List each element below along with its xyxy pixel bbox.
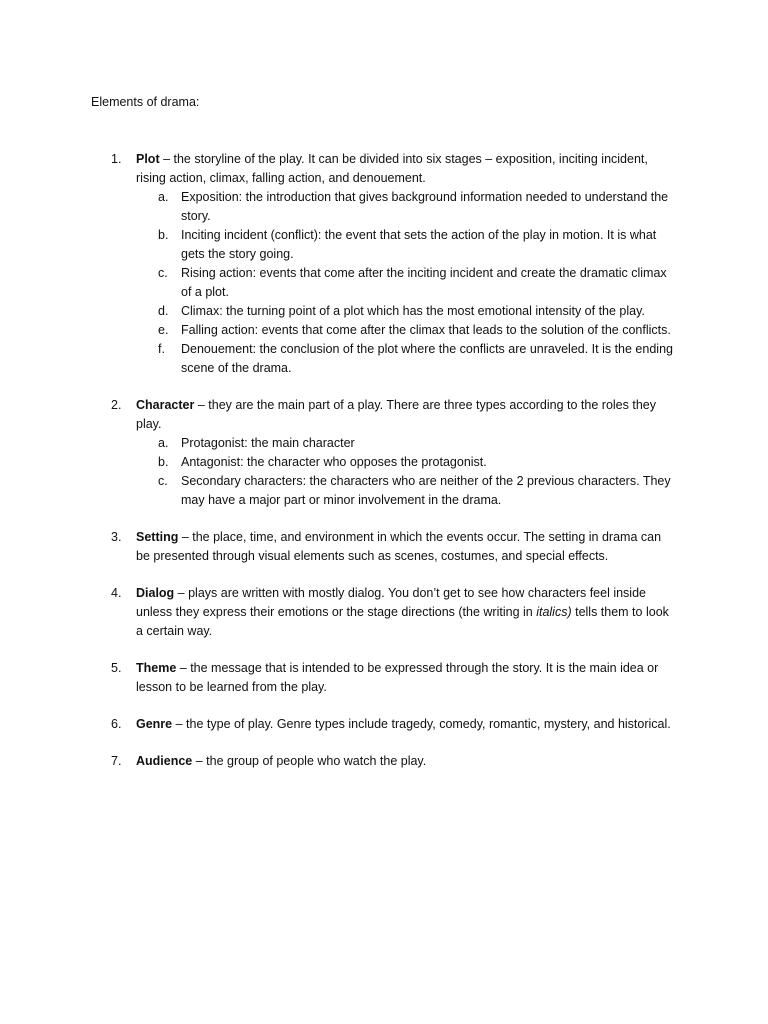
sub-item-letter: b. [158, 455, 169, 469]
sub-item-letter: a. [158, 190, 169, 204]
list-item-number: 1. [111, 152, 122, 166]
sub-item-letter: d. [158, 304, 169, 318]
list-item-text: – the storyline of the play. It can be divided into six stages – exposition, inciting incident, rising action, climax, falling action, and denouement. [136, 152, 648, 185]
sub-list [136, 434, 676, 510]
sub-list [136, 188, 676, 378]
sub-list-item [136, 434, 676, 453]
sub-list-item [136, 226, 676, 264]
list-item-plot [0, 150, 768, 378]
list-item-term: Character [136, 398, 195, 412]
sub-item-text: Climax: the turning point of a plot which has the most emotional intensity of the play. [181, 304, 645, 318]
list-item-number: 7. [111, 754, 122, 768]
sub-item-text: Inciting incident (conflict): the event that sets the action of the play in motion. It is what gets the story going. [181, 228, 657, 261]
sub-list-item [136, 453, 676, 472]
sub-item-text: Rising action: events that come after the inciting incident and create the dramatic climax of a plot. [181, 266, 667, 299]
list-item-number: 3. [111, 530, 122, 544]
list-item-text: – plays are written with mostly dialog. You don’t get to see how characters feel inside unless they express their emotions or the stage directions (the writing in [136, 586, 646, 619]
list-item-number: 2. [111, 398, 122, 412]
list-item-text: – the message that is intended to be expressed through the story. It is the main idea or lesson to be learned from the play. [136, 661, 659, 694]
sub-item-letter: e. [158, 323, 169, 337]
sub-item-letter: a. [158, 436, 169, 450]
list-item-number: 5. [111, 661, 122, 675]
list-item-term: Setting [136, 530, 179, 544]
list-item-character [0, 396, 768, 510]
sub-list-item [136, 188, 676, 226]
list-item-text: – the group of people who watch the play. [192, 754, 427, 768]
list-item-text-after: tells them to look a certain way. [136, 605, 669, 638]
sub-item-text: Exposition: the introduction that gives background information needed to understand the story. [181, 190, 669, 223]
list-item-text: – the type of play. Genre types include tragedy, comedy, romantic, mystery, and historical. [172, 717, 671, 731]
list-item-genre [0, 715, 768, 734]
sub-item-text: Protagonist: the main character [181, 436, 355, 450]
list-item-term: Audience [136, 754, 193, 768]
sub-list-item [136, 264, 676, 302]
list-item-theme [0, 659, 768, 697]
sub-item-text: Antagonist: the character who opposes the protagonist. [181, 455, 487, 469]
list-item-text: – they are the main part of a play. There are three types according to the roles they play. [136, 398, 656, 431]
list-item-term: Plot [136, 152, 160, 166]
sub-item-letter: b. [158, 228, 169, 242]
sub-item-text: Secondary characters: the characters who are neither of the 2 previous characters. They may have a major part or minor involvement in the drama. [181, 474, 671, 507]
sub-list-item [136, 472, 676, 510]
sub-item-letter: f. [158, 342, 165, 356]
list-item-term: Dialog [136, 586, 175, 600]
list-item-dialog [0, 584, 768, 641]
italic-text: italics) [536, 605, 572, 619]
sub-item-letter: c. [158, 266, 168, 280]
sub-list-item [136, 321, 676, 340]
list-item-number: 6. [111, 717, 122, 731]
list-item-term: Genre [136, 717, 173, 731]
sub-item-text: Falling action: events that come after the climax that leads to the solution of the conflicts. [181, 323, 671, 337]
sub-item-letter: c. [158, 474, 168, 488]
list-item-audience [0, 752, 768, 771]
sub-list-item [136, 340, 676, 378]
document-title: Elements of drama: [91, 95, 200, 109]
list-item-number: 4. [111, 586, 122, 600]
sub-list-item [136, 302, 676, 321]
list-item-setting [0, 528, 768, 566]
elements-list [0, 150, 768, 789]
list-item-text: – the place, time, and environment in which the events occur. The setting in drama can be presented through visual elements such as scenes, costumes, and special effects. [136, 530, 662, 563]
list-item-term: Theme [136, 661, 177, 675]
sub-item-text: Denouement: the conclusion of the plot where the conflicts are unraveled. It is the ending scene of the drama. [181, 342, 673, 375]
